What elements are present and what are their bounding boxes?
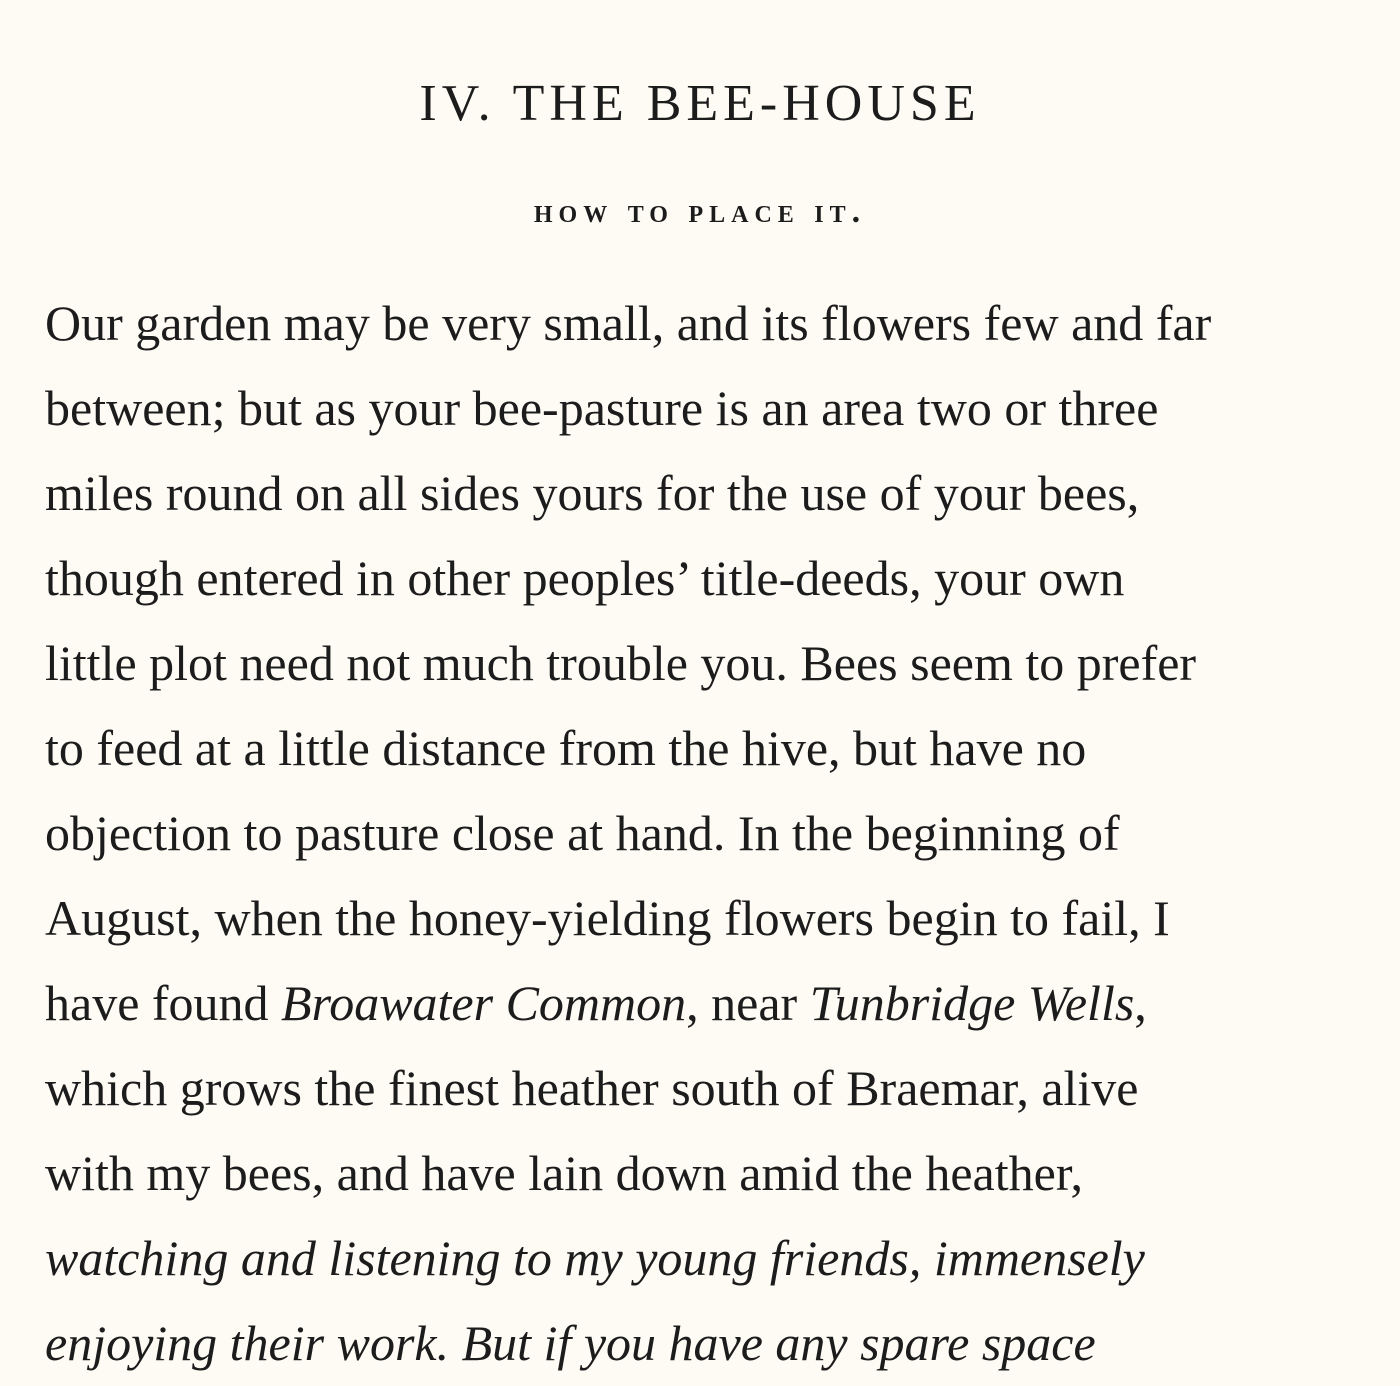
text-line: [45, 451, 1211, 536]
text-line: [45, 281, 1211, 366]
italic-text: watching and listening to my young friends, immensely: [45, 1230, 1145, 1286]
text-line: [45, 1216, 1211, 1301]
text-run: objection to pasture close at hand. In the beginning of: [45, 805, 1120, 861]
text-line: [45, 791, 1211, 876]
text-line: [45, 706, 1211, 791]
text-line: [45, 621, 1211, 706]
text-line: [45, 1046, 1211, 1131]
text-run: August, when the honey-yielding flowers begin to fail, I: [45, 890, 1170, 946]
text-line: [45, 366, 1211, 451]
text-run: Our garden may be very small, and its flowers few and far: [45, 295, 1212, 351]
section-subtitle: how to place it.: [533, 193, 867, 230]
chapter-title: IV. THE BEE-HOUSE: [419, 75, 981, 132]
text-run: , near: [686, 975, 810, 1031]
italic-text: Tunbridge Wells: [809, 975, 1135, 1031]
text-run: which grows the finest heather south of Braemar, alive: [45, 1060, 1139, 1116]
text-run: though entered in other peoples’ title-deeds, your own: [45, 550, 1125, 606]
text-line: [45, 961, 1211, 1046]
text-line: [45, 1301, 1211, 1386]
body-paragraph: [45, 281, 1211, 1386]
text-line: [45, 1131, 1211, 1216]
text-line: [45, 536, 1211, 621]
text-run: between; but as your bee-pasture is an area two or three: [45, 380, 1159, 436]
text-run: little plot need not much trouble you. Bees seem to prefer: [45, 635, 1197, 691]
text-run: miles round on all sides yours for the use of your bees,: [45, 465, 1140, 521]
text-run: to feed at a little distance from the hive, but have no: [45, 720, 1087, 776]
text-line: [45, 876, 1211, 961]
text-run: with my bees, and have lain down amid the heather,: [45, 1145, 1083, 1201]
italic-text: enjoying their work. But if you have any spare space: [45, 1315, 1096, 1371]
text-run: have found: [45, 975, 282, 1031]
text-run: ,: [1134, 975, 1147, 1031]
italic-text: Broawater Common: [281, 975, 687, 1031]
